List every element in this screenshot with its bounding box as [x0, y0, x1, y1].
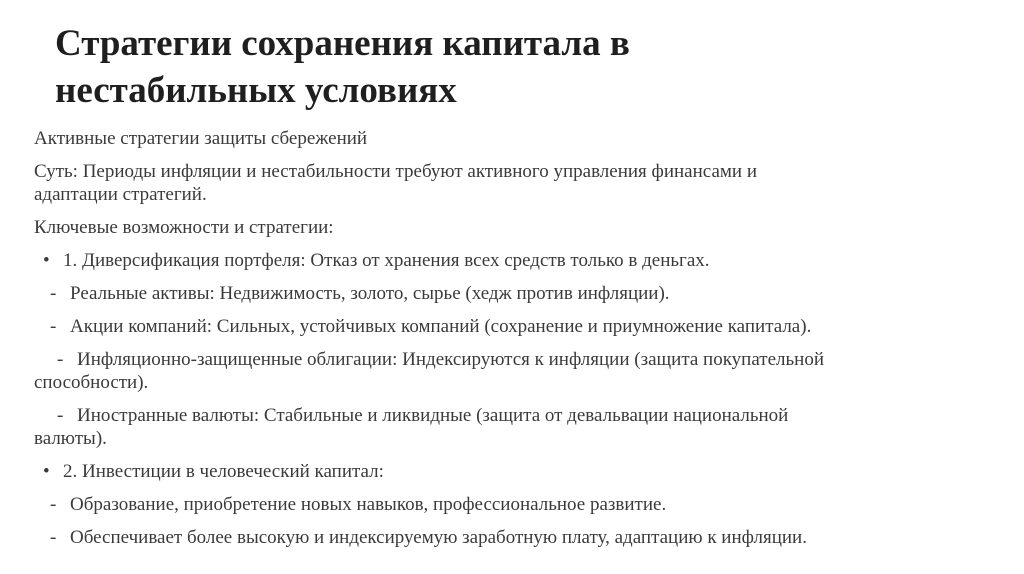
dash-icon: -: [50, 527, 57, 548]
dash-icon: -: [50, 283, 57, 304]
sub-item-text: Акции компаний: Сильных, устойчивых компаний (сохранение и приумножение капитала).: [70, 316, 812, 337]
key-opportunities-heading: Ключевые возможности и стратегии:: [34, 217, 334, 238]
sub-item-inflation-bonds: [34, 348, 994, 394]
bullet-item-human-capital: [34, 460, 994, 483]
sub-item-text: Образование, приобретение новых навыков, профессиональное развитие.: [70, 494, 667, 515]
sub-item-text: Иностранные валюты: Стабильные и ликвидные (защита от девальвации национальной: [77, 405, 789, 426]
subheading-active-strategies: Активные стратегии защиты сбережений: [34, 128, 368, 149]
sub-item-real-assets: [34, 282, 994, 305]
dash-icon: -: [50, 494, 57, 515]
sub-item-text-continued: валюты).: [34, 428, 107, 449]
slide-title: [55, 20, 955, 114]
sub-item-higher-salary: [34, 526, 994, 549]
dash-icon: -: [57, 349, 64, 370]
sub-item-education: [34, 493, 994, 516]
bullet-icon: •: [43, 250, 50, 271]
sub-item-text: Обеспечивает более высокую и индексируемую заработную плату, адаптацию к инфляции.: [70, 527, 807, 548]
sub-item-stocks: [34, 315, 994, 338]
slide-title-line-2: нестабильных условиях: [55, 70, 457, 111]
bullet-icon: •: [43, 461, 50, 482]
essence-line-1: Суть: Периоды инфляции и нестабильности требуют активного управления финансами и: [34, 161, 757, 182]
slide-title-line-1: Стратегии сохранения капитала в: [55, 23, 630, 64]
sub-item-text: Реальные активы: Недвижимость, золото, сырье (хедж против инфляции).: [70, 283, 670, 304]
essence-paragraph: [34, 160, 994, 206]
dash-icon: -: [57, 405, 64, 426]
bullet-item-diversification: [34, 249, 994, 272]
dash-icon: -: [50, 316, 57, 337]
essence-line-2: адаптации стратегий.: [34, 184, 207, 205]
sub-item-text: Инфляционно-защищенные облигации: Индексируются к инфляции (защита покупательной: [77, 349, 825, 370]
sub-item-text-continued: способности).: [34, 372, 149, 393]
sub-item-foreign-currency: [34, 404, 994, 450]
bullet-text: 2. Инвестиции в человеческий капитал:: [63, 461, 384, 482]
bullet-text: 1. Диверсификация портфеля: Отказ от хранения всех средств только в деньгах.: [63, 250, 710, 271]
slide-body: [34, 127, 994, 559]
